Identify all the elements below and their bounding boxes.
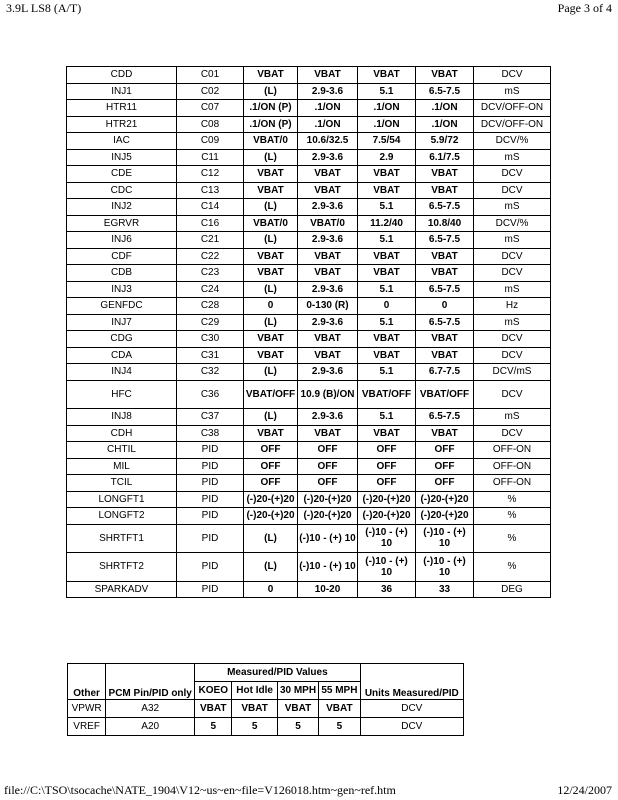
table-cell: mS [474,199,551,216]
table-row [67,581,551,598]
table-cell: (-)10 - (+) 10 [416,553,474,582]
table-cell: mS [474,409,551,426]
table-row [67,331,551,348]
table-cell: PID [177,442,244,459]
col-other-header: Other [68,664,106,700]
table-cell: VBAT [298,265,358,282]
table-cell: SHRTFT1 [67,524,177,553]
table-cell: OFF [358,442,416,459]
table-row [67,281,551,298]
table-cell: 5.1 [358,83,416,100]
table-cell: % [474,508,551,525]
table-cell: IAC [67,133,177,150]
table-cell: CDF [67,248,177,265]
table-row [67,100,551,117]
table-cell: VBAT/OFF [358,380,416,409]
table-cell: OFF [298,458,358,475]
table-row [67,364,551,381]
table-cell: VREF [68,718,106,736]
table-cell: DCV/% [474,133,551,150]
table-cell: INJ4 [67,364,177,381]
table-cell: Hz [474,298,551,315]
table-row [67,475,551,492]
table-cell: DEG [474,581,551,598]
table-cell: CDC [67,182,177,199]
table-cell: .1/ON [298,116,358,133]
table-cell: 6.5-7.5 [416,281,474,298]
table-cell: OFF [358,458,416,475]
table-cell: VBAT [244,248,298,265]
table-cell: CDH [67,425,177,442]
table-cell: .1/ON [416,100,474,117]
table-cell: VBAT [244,347,298,364]
table-cell: VBAT [416,182,474,199]
table-cell: (L) [244,524,298,553]
print-date: 12/24/2007 [557,783,612,797]
table-cell: DCV [474,67,551,84]
table-cell: VBAT [244,265,298,282]
table-cell: VBAT [416,248,474,265]
table-cell: C08 [177,116,244,133]
table-cell: DCV/mS [474,364,551,381]
table-cell: VBAT [298,248,358,265]
table-cell: 10.6/32.5 [298,133,358,150]
table-cell: HTR21 [67,116,177,133]
table-cell: % [474,524,551,553]
table-cell: PID [177,491,244,508]
table-cell: 5 [195,718,232,736]
table-cell: C28 [177,298,244,315]
table-cell: PID [177,508,244,525]
col-55mph-header: 55 MPH [319,682,360,700]
table-cell: C14 [177,199,244,216]
table-cell: (-)20-(+)20 [416,508,474,525]
table-row [67,314,551,331]
table-cell: .1/ON [358,116,416,133]
table-cell: 10.8/40 [416,215,474,232]
table-cell: 2.9-3.6 [298,314,358,331]
table-row [67,524,551,553]
table-cell: 6.5-7.5 [416,83,474,100]
table-cell: EGRVR [67,215,177,232]
table-cell: INJ5 [67,149,177,166]
col-pin-header: PCM Pin/PID only [106,664,195,700]
table-cell: C16 [177,215,244,232]
table-cell: (L) [244,364,298,381]
table-cell: DCV [360,718,463,736]
table-cell: PID [177,475,244,492]
table-row [68,700,464,718]
table-row [67,553,551,582]
table-cell: C13 [177,182,244,199]
table-cell: 6.1/7.5 [416,149,474,166]
table-row [67,380,551,409]
table-cell: VBAT [298,166,358,183]
table-cell: MIL [67,458,177,475]
table-row [67,215,551,232]
table-row [67,409,551,426]
table-cell: HTR11 [67,100,177,117]
table-cell: VBAT [244,425,298,442]
table-cell: 7.5/54 [358,133,416,150]
table-cell: % [474,553,551,582]
table-cell: 36 [358,581,416,598]
table-cell: INJ6 [67,232,177,249]
table-cell: INJ7 [67,314,177,331]
table-cell: VBAT [298,425,358,442]
table-row [67,298,551,315]
table-cell: mS [474,149,551,166]
table-cell: C11 [177,149,244,166]
col-30mph-header: 30 MPH [277,682,318,700]
table-cell: VBAT [298,182,358,199]
table-cell: (L) [244,232,298,249]
table-row [67,83,551,100]
table-cell: DCV [474,265,551,282]
table-cell: PID [177,581,244,598]
table-cell: OFF-ON [474,458,551,475]
table-cell: OFF [416,458,474,475]
measured-values-header: Measured/PID Values [195,664,360,682]
table-row [68,718,464,736]
table-cell: 2.9-3.6 [298,83,358,100]
table-cell: VBAT [195,700,232,718]
table-cell: CDB [67,265,177,282]
table-cell: OFF [416,475,474,492]
table-row [67,508,551,525]
table-cell: VBAT [244,182,298,199]
table-row [67,425,551,442]
table-cell: .1/ON [416,116,474,133]
table-cell: C38 [177,425,244,442]
table-cell: HFC [67,380,177,409]
table-cell: VBAT [358,331,416,348]
table-cell: (L) [244,199,298,216]
table-cell: INJ1 [67,83,177,100]
table-cell: (L) [244,553,298,582]
table-cell: 5.1 [358,364,416,381]
table-cell: VBAT [416,265,474,282]
table-cell: 5.1 [358,409,416,426]
table-cell: DCV [474,248,551,265]
table-cell: C29 [177,314,244,331]
table-cell: VBAT [358,182,416,199]
table-cell: INJ8 [67,409,177,426]
table-cell: (-)20-(+)20 [416,491,474,508]
table-cell: 2.9-3.6 [298,149,358,166]
table-cell: VBAT [416,425,474,442]
table-cell: (-)10 - (+) 10 [358,524,416,553]
table-row [67,458,551,475]
table-cell: INJ3 [67,281,177,298]
table-cell: OFF [358,475,416,492]
table-row [67,67,551,84]
table-cell: 33 [416,581,474,598]
table-cell: VBAT [244,331,298,348]
table-cell: SPARKADV [67,581,177,598]
table-cell: % [474,491,551,508]
table-cell: GENFDC [67,298,177,315]
pin-values-table [66,66,551,598]
table-cell: DCV [474,380,551,409]
table-cell: 5 [277,718,318,736]
table-cell: DCV [474,425,551,442]
table-cell: C23 [177,265,244,282]
table-cell: (-)20-(+)20 [298,491,358,508]
table-cell: 5.1 [358,232,416,249]
table-cell: (L) [244,149,298,166]
table-cell: SHRTFT2 [67,553,177,582]
table-cell: 5.1 [358,314,416,331]
table-cell: (-)20-(+)20 [244,491,298,508]
table-row [67,248,551,265]
table-cell: VBAT [319,700,360,718]
table-cell: (-)10 - (+) 10 [416,524,474,553]
table-cell: 10-20 [298,581,358,598]
table-cell: 2.9 [358,149,416,166]
table-row [67,491,551,508]
table-cell: VBAT [244,67,298,84]
table-cell: TCIL [67,475,177,492]
table-cell: (-)20-(+)20 [244,508,298,525]
table-cell: A20 [106,718,195,736]
table-cell: OFF [244,475,298,492]
table-cell: VBAT [358,248,416,265]
table-row [67,442,551,459]
table-row [67,149,551,166]
table-cell: VBAT [416,347,474,364]
table-cell: 6.5-7.5 [416,314,474,331]
table-cell: 2.9-3.6 [298,281,358,298]
table-cell: DCV/OFF-ON [474,100,551,117]
table-cell: OFF [244,458,298,475]
table-cell: OFF-ON [474,442,551,459]
table-cell: 0 [358,298,416,315]
header-title: 3.9L LS8 (A/T) [6,1,82,15]
table-cell: C36 [177,380,244,409]
table-cell: 5.9/72 [416,133,474,150]
table-cell: DCV [474,347,551,364]
table-cell: (L) [244,409,298,426]
table-cell: VBAT [277,700,318,718]
file-path: file://C:\TSO\tsocache\NATE_1904\V12~us~en~file=V126018.htm~gen~ref.htm [4,783,396,797]
table-cell: VBAT/OFF [244,380,298,409]
table-cell: .1/ON (P) [244,116,298,133]
table-cell: (-)10 - (+) 10 [298,524,358,553]
table-cell: 0-130 (R) [298,298,358,315]
table-cell: 0 [416,298,474,315]
table-cell: PID [177,458,244,475]
table-cell: C09 [177,133,244,150]
table-cell: (-)20-(+)20 [298,508,358,525]
col-hot-idle-header: Hot Idle [232,682,277,700]
table-cell: VBAT [298,347,358,364]
table-cell: DCV [474,182,551,199]
table-cell: VBAT/0 [244,215,298,232]
table-cell: mS [474,232,551,249]
table-cell: LONGFT1 [67,491,177,508]
table-cell: 0 [244,298,298,315]
table-cell: VBAT [244,166,298,183]
table-cell: mS [474,83,551,100]
table-cell: A32 [106,700,195,718]
table-cell: CDE [67,166,177,183]
table-cell: OFF [244,442,298,459]
table-cell: 5 [319,718,360,736]
table-cell: (L) [244,314,298,331]
table-cell: 5 [232,718,277,736]
table-cell: mS [474,281,551,298]
table-cell: VBAT [358,166,416,183]
table-cell: .1/ON [298,100,358,117]
table-cell: 0 [244,581,298,598]
table-cell: (-)20-(+)20 [358,508,416,525]
table-cell: 6.7-7.5 [416,364,474,381]
table-cell: C12 [177,166,244,183]
table-cell: (-)10 - (+) 10 [298,553,358,582]
col-units-header: Units Measured/PID [360,664,463,700]
table-cell: LONGFT2 [67,508,177,525]
table-cell: (-)10 - (+) 10 [358,553,416,582]
page-number: Page 3 of 4 [557,1,612,15]
table-cell: VBAT [298,331,358,348]
table-cell: (L) [244,281,298,298]
table-cell: 5.1 [358,199,416,216]
table-cell: VBAT [416,331,474,348]
table-row [67,182,551,199]
table-cell: 6.5-7.5 [416,232,474,249]
table-row [67,133,551,150]
table-cell: C21 [177,232,244,249]
table-cell: VBAT [358,67,416,84]
table-cell: 2.9-3.6 [298,199,358,216]
table-row [67,232,551,249]
table-cell: C07 [177,100,244,117]
table-row [67,347,551,364]
table-cell: C31 [177,347,244,364]
table-cell: VBAT/0 [244,133,298,150]
table-cell: CDG [67,331,177,348]
summary-table [67,663,464,736]
table-cell: VBAT [358,425,416,442]
table-cell: OFF [416,442,474,459]
table-cell: C24 [177,281,244,298]
table-cell: 6.5-7.5 [416,199,474,216]
table-cell: C01 [177,67,244,84]
table-cell: VBAT [416,67,474,84]
table-row [67,199,551,216]
table-cell: VBAT [358,265,416,282]
table-cell: 11.2/40 [358,215,416,232]
table-cell: CDD [67,67,177,84]
col-koeo-header: KOEO [195,682,232,700]
table-cell: VPWR [68,700,106,718]
table-cell: C32 [177,364,244,381]
table-cell: DCV [360,700,463,718]
table-cell: VBAT [298,67,358,84]
table-cell: DCV [474,331,551,348]
table-cell: VBAT/0 [298,215,358,232]
table-cell: CHTIL [67,442,177,459]
table-cell: C02 [177,83,244,100]
table-cell: OFF [298,442,358,459]
table-cell: INJ2 [67,199,177,216]
table-cell: .1/ON [358,100,416,117]
table-row [67,166,551,183]
table-cell: DCV/OFF-ON [474,116,551,133]
table-cell: PID [177,553,244,582]
table-cell: (L) [244,83,298,100]
table-cell: OFF [298,475,358,492]
table-row [67,116,551,133]
table-cell: 2.9-3.6 [298,409,358,426]
table-cell: OFF-ON [474,475,551,492]
table-cell: 5.1 [358,281,416,298]
table-cell: 6.5-7.5 [416,409,474,426]
table-cell: VBAT/OFF [416,380,474,409]
table-cell: VBAT [358,347,416,364]
table-cell: mS [474,314,551,331]
table-cell: 10.9 (B)/ON [298,380,358,409]
table-cell: C37 [177,409,244,426]
table-cell: C30 [177,331,244,348]
table-cell: DCV/% [474,215,551,232]
table-cell: PID [177,524,244,553]
table-cell: DCV [474,166,551,183]
table-cell: 2.9-3.6 [298,232,358,249]
table-cell: VBAT [416,166,474,183]
table-cell: VBAT [232,700,277,718]
table-row [67,265,551,282]
table-cell: (-)20-(+)20 [358,491,416,508]
table-cell: 2.9-3.6 [298,364,358,381]
table-cell: CDA [67,347,177,364]
table-cell: C22 [177,248,244,265]
table-cell: .1/ON (P) [244,100,298,117]
